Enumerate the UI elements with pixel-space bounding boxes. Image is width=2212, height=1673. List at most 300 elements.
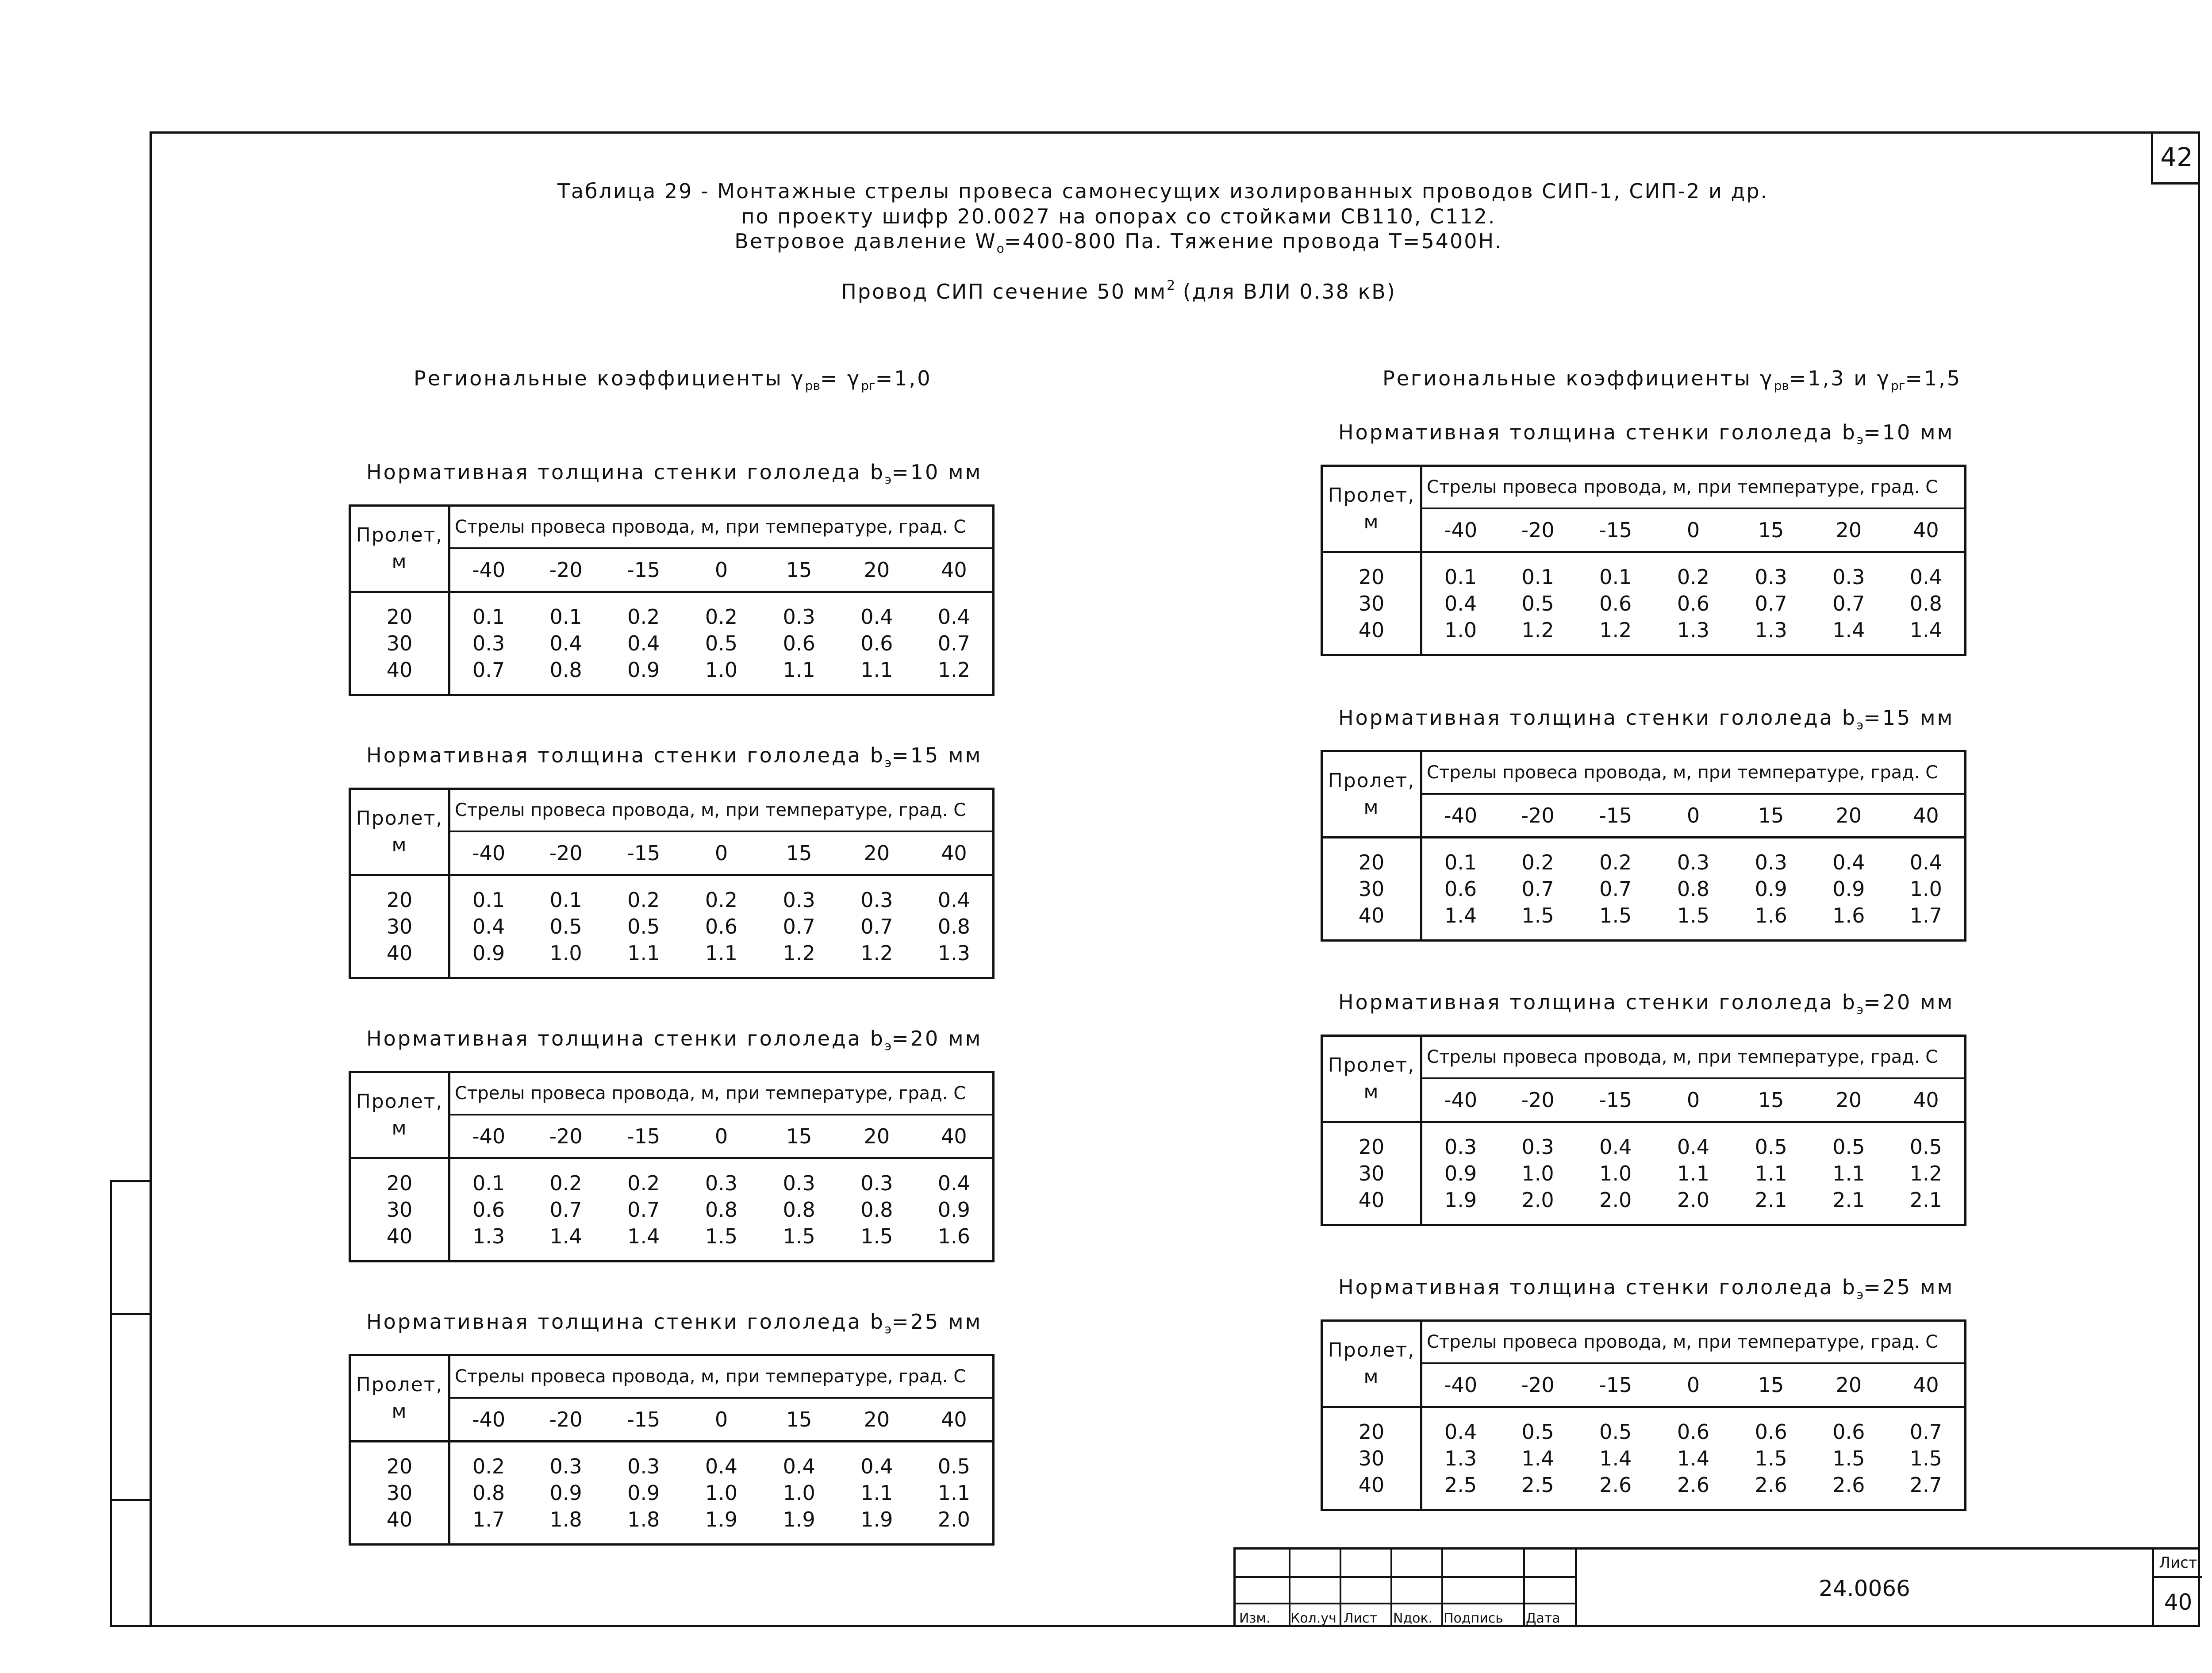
sag-value: 0.2 bbox=[627, 605, 660, 629]
temperature-cell: -40 bbox=[1421, 508, 1499, 552]
span-unit: м bbox=[392, 1117, 407, 1139]
sag-value: 0.8 bbox=[1909, 592, 1942, 615]
span-values bbox=[1322, 1122, 1421, 1225]
temperature-cell: 40 bbox=[1888, 794, 1966, 838]
stamp-label-sheet: Лист bbox=[1344, 1611, 1378, 1626]
ice-thickness-caption bbox=[1338, 420, 1954, 447]
sag-table bbox=[349, 1071, 995, 1262]
sag-value: 0.9 bbox=[1755, 877, 1787, 901]
sag-column-header: Стрелы провеса провода, м, при температуре, град. С bbox=[1421, 751, 1966, 794]
temperature-cell: 20 bbox=[838, 831, 916, 875]
temperature-cell: 0 bbox=[1655, 1078, 1732, 1122]
temperature-cell: -40 bbox=[1421, 794, 1499, 838]
sag-value: 0.3 bbox=[783, 888, 815, 912]
sag-value-column bbox=[527, 592, 605, 695]
sag-value: 1.3 bbox=[472, 1224, 505, 1248]
temperature-cell: 0 bbox=[1655, 1363, 1732, 1407]
span-unit: м bbox=[392, 834, 407, 856]
sag-value-column bbox=[1732, 1122, 1810, 1225]
binding-strip-cell bbox=[112, 1501, 150, 1625]
region-caption-right-end: =1,5 bbox=[1905, 366, 1962, 390]
span-value: 30 bbox=[386, 915, 413, 938]
sag-value: 1.9 bbox=[705, 1508, 738, 1531]
sag-value: 0.7 bbox=[549, 1198, 582, 1222]
sag-value: 1.1 bbox=[627, 941, 660, 965]
title-line-3-subscript: о bbox=[996, 241, 1004, 256]
binding-strip-cell bbox=[112, 1182, 150, 1315]
sag-value: 0.4 bbox=[860, 605, 893, 629]
sag-value: 1.4 bbox=[1599, 1446, 1632, 1470]
sag-value: 2.5 bbox=[1444, 1473, 1477, 1497]
temperature-cell: 20 bbox=[1810, 794, 1888, 838]
sag-value: 0.5 bbox=[937, 1454, 970, 1478]
sag-value: 1.7 bbox=[472, 1508, 505, 1531]
sag-value: 2.0 bbox=[1599, 1188, 1632, 1212]
sag-value-column bbox=[605, 1442, 683, 1545]
ice-caption-value: =10 мм bbox=[891, 460, 983, 484]
sag-value: 1.5 bbox=[1832, 1446, 1865, 1470]
temperature-cell: 40 bbox=[916, 548, 994, 592]
sag-value-column bbox=[1421, 1407, 1499, 1510]
temperature-cell: -15 bbox=[1577, 1078, 1655, 1122]
sag-value-column bbox=[683, 875, 760, 978]
sag-column-header: Стрелы провеса провода, м, при температуре, град. С bbox=[1421, 1036, 1966, 1079]
sag-value: 0.6 bbox=[1444, 877, 1477, 901]
ice-caption-text: Нормативная толщина стенки гололеда b bbox=[366, 743, 885, 767]
sag-value: 0.2 bbox=[472, 1454, 505, 1478]
ice-thickness-caption bbox=[366, 743, 982, 770]
span-unit: м bbox=[1363, 1365, 1379, 1388]
temperature-cell: -15 bbox=[1577, 1363, 1655, 1407]
span-value: 30 bbox=[1358, 592, 1385, 615]
sag-value: 0.4 bbox=[1832, 850, 1865, 874]
sag-value: 1.3 bbox=[1444, 1446, 1477, 1470]
ice-caption-value: =10 мм bbox=[1863, 420, 1955, 444]
temperature-cell: 0 bbox=[683, 548, 760, 592]
sag-value: 0.4 bbox=[472, 915, 505, 938]
sag-value: 2.6 bbox=[1832, 1473, 1865, 1497]
sag-value: 1.0 bbox=[705, 658, 738, 682]
sag-value: 1.4 bbox=[627, 1224, 660, 1248]
sag-value: 1.1 bbox=[860, 658, 893, 682]
sag-value: 0.3 bbox=[783, 605, 815, 629]
sag-value: 1.1 bbox=[705, 941, 738, 965]
sag-value: 1.5 bbox=[1677, 904, 1710, 927]
sag-value: 0.4 bbox=[549, 631, 582, 655]
sag-value: 1.5 bbox=[1755, 1446, 1787, 1470]
span-value: 40 bbox=[1358, 618, 1385, 642]
sag-value-column bbox=[683, 1158, 760, 1261]
sag-table bbox=[1321, 465, 1966, 656]
temperature-cell: -40 bbox=[449, 548, 527, 592]
sag-column-header: Стрелы провеса провода, м, при температуре, град. С bbox=[449, 506, 994, 549]
sag-column-header: Стрелы провеса провода, м, при температуре, град. С bbox=[449, 1072, 994, 1115]
sag-value: 1.6 bbox=[937, 1224, 970, 1248]
sag-value-column bbox=[1655, 552, 1732, 655]
span-header bbox=[1322, 1321, 1421, 1407]
span-header bbox=[350, 506, 449, 592]
sag-value-column bbox=[838, 875, 916, 978]
ice-caption-subscript: э bbox=[1856, 718, 1864, 732]
temperature-cell: -20 bbox=[527, 831, 605, 875]
sag-value: 0.9 bbox=[937, 1198, 970, 1222]
temperature-cell: -20 bbox=[527, 1398, 605, 1442]
ice-caption-subscript: э bbox=[1856, 1002, 1864, 1017]
sag-value: 1.0 bbox=[549, 941, 582, 965]
sag-value-column bbox=[449, 1158, 527, 1261]
sag-value: 0.1 bbox=[472, 1171, 505, 1195]
table-row bbox=[1322, 552, 1966, 655]
sag-value: 0.8 bbox=[783, 1198, 815, 1222]
span-label: Пролет, bbox=[356, 807, 443, 830]
sag-value: 0.7 bbox=[472, 658, 505, 682]
span-value: 40 bbox=[386, 1508, 413, 1531]
ice-thickness-caption bbox=[366, 1027, 982, 1053]
ice-caption-subscript: э bbox=[884, 755, 892, 770]
sag-value: 0.6 bbox=[1755, 1420, 1787, 1444]
span-value: 20 bbox=[1358, 1420, 1385, 1444]
sag-value-column bbox=[1499, 838, 1577, 941]
region-caption-left bbox=[414, 366, 932, 393]
region-caption-left-mid: = γ bbox=[820, 366, 861, 390]
sag-value-column bbox=[1810, 838, 1888, 941]
span-value: 20 bbox=[1358, 565, 1385, 589]
sag-value-column bbox=[1732, 838, 1810, 941]
ice-caption-value: =20 мм bbox=[1863, 990, 1955, 1014]
sag-value: 1.8 bbox=[627, 1508, 660, 1531]
ice-caption-text: Нормативная толщина стенки гололеда b bbox=[366, 1310, 885, 1334]
table-row bbox=[350, 875, 994, 978]
span-unit: м bbox=[1363, 796, 1379, 819]
sag-value: 1.5 bbox=[705, 1224, 738, 1248]
span-label: Пролет, bbox=[1328, 1339, 1415, 1361]
sag-value: 0.9 bbox=[1444, 1161, 1477, 1185]
sheet-number: 40 bbox=[2164, 1589, 2193, 1615]
region-caption-left-sub2: рг bbox=[861, 378, 876, 393]
temperature-cell: 0 bbox=[1655, 794, 1732, 838]
sag-value-column bbox=[1421, 838, 1499, 941]
span-values bbox=[1322, 552, 1421, 655]
sag-value-column bbox=[449, 875, 527, 978]
temperature-cell: 20 bbox=[1810, 1078, 1888, 1122]
ice-caption-value: =15 мм bbox=[891, 743, 983, 767]
sag-value: 0.4 bbox=[1677, 1135, 1710, 1159]
temperature-cell: 15 bbox=[760, 1115, 838, 1158]
sag-value: 0.1 bbox=[472, 605, 505, 629]
sag-value-column bbox=[838, 1442, 916, 1545]
sag-value: 1.4 bbox=[1832, 618, 1865, 642]
ice-caption-text: Нормативная толщина стенки гололеда b bbox=[1338, 420, 1857, 444]
sag-table bbox=[349, 1354, 995, 1546]
sag-value-column bbox=[605, 592, 683, 695]
sag-table bbox=[1321, 750, 1966, 942]
sag-value: 0.1 bbox=[1444, 565, 1477, 589]
grid-line bbox=[1523, 1550, 1525, 1627]
span-value: 30 bbox=[386, 631, 413, 655]
sag-value: 0.7 bbox=[937, 631, 970, 655]
sag-value: 2.0 bbox=[937, 1508, 970, 1531]
sag-value: 1.2 bbox=[1599, 618, 1632, 642]
sag-value: 0.5 bbox=[627, 915, 660, 938]
sag-value: 0.5 bbox=[549, 915, 582, 938]
span-values bbox=[1322, 838, 1421, 941]
sag-value: 0.1 bbox=[1599, 565, 1632, 589]
sag-value-column bbox=[1577, 552, 1655, 655]
sag-value: 2.6 bbox=[1599, 1473, 1632, 1497]
sag-value: 0.2 bbox=[627, 1171, 660, 1195]
sag-value-column bbox=[1810, 552, 1888, 655]
sag-value: 1.0 bbox=[1909, 877, 1942, 901]
sag-value: 1.6 bbox=[1755, 904, 1787, 927]
sag-table bbox=[1321, 1319, 1966, 1511]
sag-value-column bbox=[605, 1158, 683, 1261]
sag-value: 0.2 bbox=[705, 605, 738, 629]
sag-value: 1.0 bbox=[1599, 1161, 1632, 1185]
temperature-cell: -15 bbox=[1577, 508, 1655, 552]
sag-value: 0.3 bbox=[783, 1171, 815, 1195]
sag-value: 2.1 bbox=[1909, 1188, 1942, 1212]
stamp-label-doc-no: Nдок. bbox=[1393, 1611, 1433, 1626]
sag-value: 0.5 bbox=[1832, 1135, 1865, 1159]
temperature-cell: -40 bbox=[449, 1115, 527, 1158]
sag-value: 1.0 bbox=[705, 1481, 738, 1505]
ice-caption-subscript: э bbox=[1856, 432, 1864, 447]
title-line-3 bbox=[0, 229, 2212, 256]
span-header bbox=[1322, 466, 1421, 552]
temperature-cell: 0 bbox=[683, 831, 760, 875]
sag-value: 0.8 bbox=[705, 1198, 738, 1222]
sag-value: 0.4 bbox=[627, 631, 660, 655]
binding-strip bbox=[110, 1180, 150, 1627]
span-value: 40 bbox=[386, 941, 413, 965]
region-caption-right-sub2: рг bbox=[1890, 378, 1905, 393]
span-header bbox=[1322, 751, 1421, 838]
sag-value: 1.0 bbox=[1521, 1161, 1554, 1185]
ice-caption-text: Нормативная толщина стенки гололеда b bbox=[1338, 990, 1857, 1014]
span-label: Пролет, bbox=[1328, 484, 1415, 507]
temperature-cell: -40 bbox=[1421, 1078, 1499, 1122]
sag-value: 0.2 bbox=[1677, 565, 1710, 589]
sag-value: 1.2 bbox=[1909, 1161, 1942, 1185]
sag-table bbox=[349, 504, 995, 696]
sag-value-column bbox=[1810, 1122, 1888, 1225]
sag-value: 1.3 bbox=[937, 941, 970, 965]
sag-value-column bbox=[916, 1442, 994, 1545]
temperature-cell: 15 bbox=[760, 1398, 838, 1442]
sag-value: 1.1 bbox=[1755, 1161, 1787, 1185]
sag-value: 2.7 bbox=[1909, 1473, 1942, 1497]
span-label: Пролет, bbox=[356, 1373, 443, 1396]
sag-value-column bbox=[1577, 1407, 1655, 1510]
span-unit: м bbox=[1363, 511, 1379, 533]
sag-value: 0.6 bbox=[1832, 1420, 1865, 1444]
sag-value-column bbox=[760, 592, 838, 695]
span-label: Пролет, bbox=[356, 1090, 443, 1113]
temperature-cell: -40 bbox=[449, 831, 527, 875]
sag-value: 0.9 bbox=[627, 658, 660, 682]
sag-value-column bbox=[760, 875, 838, 978]
sag-value-column bbox=[683, 1442, 760, 1545]
sag-value: 0.6 bbox=[1677, 1420, 1710, 1444]
sag-value: 0.7 bbox=[627, 1198, 660, 1222]
page-number: 42 bbox=[2151, 131, 2200, 185]
sag-value: 0.9 bbox=[549, 1481, 582, 1505]
grid-line bbox=[1441, 1550, 1443, 1627]
sheet-label: Лист bbox=[2154, 1550, 2202, 1578]
sag-value-column bbox=[1655, 1407, 1732, 1510]
sag-value: 1.9 bbox=[860, 1508, 893, 1531]
ice-caption-subscript: э bbox=[884, 1038, 892, 1053]
temperature-cell: 15 bbox=[1732, 794, 1810, 838]
span-value: 30 bbox=[1358, 1446, 1385, 1470]
wire-section-text-end: (для ВЛИ 0.38 кВ) bbox=[1175, 280, 1396, 304]
span-value: 30 bbox=[386, 1481, 413, 1505]
region-caption-right bbox=[1382, 366, 1962, 393]
sag-value: 2.5 bbox=[1521, 1473, 1554, 1497]
span-unit: м bbox=[1363, 1081, 1379, 1103]
ice-caption-value: =20 мм bbox=[891, 1027, 983, 1050]
sag-value: 0.4 bbox=[1909, 565, 1942, 589]
temperature-cell: 0 bbox=[683, 1398, 760, 1442]
revision-grid bbox=[1236, 1550, 1575, 1627]
temperature-cell: -20 bbox=[1499, 1078, 1577, 1122]
sag-value: 0.7 bbox=[1832, 592, 1865, 615]
sag-table bbox=[349, 788, 995, 979]
ice-caption-subscript: э bbox=[884, 1322, 892, 1336]
temperature-cell: -20 bbox=[527, 1115, 605, 1158]
temperature-cell: 15 bbox=[760, 831, 838, 875]
sag-value: 0.1 bbox=[472, 888, 505, 912]
span-value: 20 bbox=[386, 1454, 413, 1478]
sag-value: 0.3 bbox=[860, 1171, 893, 1195]
sag-value: 0.5 bbox=[1521, 592, 1554, 615]
span-value: 40 bbox=[1358, 904, 1385, 927]
temperature-cell: -20 bbox=[527, 548, 605, 592]
temperature-cell: 40 bbox=[916, 1398, 994, 1442]
title-line-3-text-end: =400-800 Па. Тяжение провода Т=5400Н. bbox=[1004, 229, 1503, 253]
ice-caption-text: Нормативная толщина стенки гололеда b bbox=[1338, 1275, 1857, 1299]
sag-value: 0.6 bbox=[472, 1198, 505, 1222]
sag-value: 1.6 bbox=[1832, 904, 1865, 927]
sag-value-column bbox=[838, 592, 916, 695]
sag-value: 0.8 bbox=[860, 1198, 893, 1222]
span-value: 40 bbox=[1358, 1473, 1385, 1497]
sag-value-column bbox=[1888, 552, 1966, 655]
span-values bbox=[350, 875, 449, 978]
ice-caption-text: Нормативная толщина стенки гололеда b bbox=[366, 1027, 885, 1050]
stamp-label-signature: Подпись bbox=[1444, 1611, 1503, 1626]
sag-value: 0.4 bbox=[783, 1454, 815, 1478]
sag-value: 0.6 bbox=[1677, 592, 1710, 615]
sag-value: 1.1 bbox=[1677, 1161, 1710, 1185]
sag-table bbox=[1321, 1035, 1966, 1226]
sag-value-column bbox=[449, 592, 527, 695]
grid-line bbox=[1390, 1550, 1392, 1627]
span-label: Пролет, bbox=[356, 524, 443, 546]
span-value: 20 bbox=[386, 1171, 413, 1195]
sag-value: 0.3 bbox=[1521, 1135, 1554, 1159]
sag-value: 0.7 bbox=[1755, 592, 1787, 615]
sag-value-column bbox=[1732, 1407, 1810, 1510]
title-block bbox=[1233, 1547, 2200, 1627]
span-value: 30 bbox=[1358, 877, 1385, 901]
sag-value: 0.1 bbox=[549, 888, 582, 912]
sag-value: 1.4 bbox=[1444, 904, 1477, 927]
temperature-cell: 40 bbox=[916, 831, 994, 875]
sag-value: 0.3 bbox=[1755, 565, 1787, 589]
sag-value: 1.7 bbox=[1909, 904, 1942, 927]
sag-value-column bbox=[605, 875, 683, 978]
sag-value-column bbox=[760, 1158, 838, 1261]
ice-caption-subscript: э bbox=[1856, 1287, 1864, 1302]
sag-value-column bbox=[1421, 1122, 1499, 1225]
span-value: 30 bbox=[1358, 1161, 1385, 1185]
region-caption-right-mid: =1,3 и γ bbox=[1789, 366, 1891, 390]
sag-value: 0.8 bbox=[549, 658, 582, 682]
sag-value: 0.4 bbox=[1444, 1420, 1477, 1444]
sag-value: 1.2 bbox=[860, 941, 893, 965]
sag-value: 1.5 bbox=[860, 1224, 893, 1248]
temperature-cell: 20 bbox=[1810, 508, 1888, 552]
sag-value: 0.3 bbox=[860, 888, 893, 912]
table-row bbox=[350, 1158, 994, 1261]
sag-value-column bbox=[527, 1442, 605, 1545]
sag-value: 0.3 bbox=[627, 1454, 660, 1478]
sag-value: 0.7 bbox=[860, 915, 893, 938]
wire-section-title bbox=[0, 278, 2212, 304]
sag-value: 0.1 bbox=[1444, 850, 1477, 874]
sag-value: 0.6 bbox=[860, 631, 893, 655]
sag-value: 1.1 bbox=[783, 658, 815, 682]
region-caption-right-sub1: рв bbox=[1774, 378, 1789, 393]
sag-value: 0.5 bbox=[705, 631, 738, 655]
span-value: 40 bbox=[386, 658, 413, 682]
temperature-cell: 0 bbox=[683, 1115, 760, 1158]
temperature-cell: 15 bbox=[1732, 1078, 1810, 1122]
sag-value: 1.9 bbox=[1444, 1188, 1477, 1212]
sag-value: 0.8 bbox=[472, 1481, 505, 1505]
binding-strip-cell bbox=[112, 1315, 150, 1501]
sag-value: 0.7 bbox=[783, 915, 815, 938]
sag-value: 0.4 bbox=[937, 605, 970, 629]
span-values bbox=[350, 1158, 449, 1261]
sag-value: 1.9 bbox=[783, 1508, 815, 1531]
sag-value: 0.7 bbox=[1909, 1420, 1942, 1444]
span-values bbox=[350, 1442, 449, 1545]
sag-value-column bbox=[1732, 552, 1810, 655]
span-unit: м bbox=[392, 550, 407, 573]
sag-value: 0.7 bbox=[1599, 877, 1632, 901]
document-code: 24.0066 bbox=[1575, 1550, 2152, 1627]
sag-value: 0.9 bbox=[472, 941, 505, 965]
sag-value: 0.3 bbox=[705, 1171, 738, 1195]
sag-value: 0.3 bbox=[1677, 850, 1710, 874]
sag-value: 1.2 bbox=[937, 658, 970, 682]
temperature-cell: -20 bbox=[1499, 794, 1577, 838]
sag-value: 1.8 bbox=[549, 1508, 582, 1531]
sag-value: 0.2 bbox=[705, 888, 738, 912]
temperature-cell: 20 bbox=[1810, 1363, 1888, 1407]
sag-value: 1.4 bbox=[1909, 618, 1942, 642]
sag-value: 0.2 bbox=[627, 888, 660, 912]
sag-value: 1.2 bbox=[783, 941, 815, 965]
grid-line bbox=[1340, 1550, 1341, 1627]
sag-value: 1.5 bbox=[1521, 904, 1554, 927]
sag-value: 0.7 bbox=[1521, 877, 1554, 901]
sag-value: 2.6 bbox=[1677, 1473, 1710, 1497]
sag-value-column bbox=[916, 875, 994, 978]
span-value: 20 bbox=[1358, 850, 1385, 874]
